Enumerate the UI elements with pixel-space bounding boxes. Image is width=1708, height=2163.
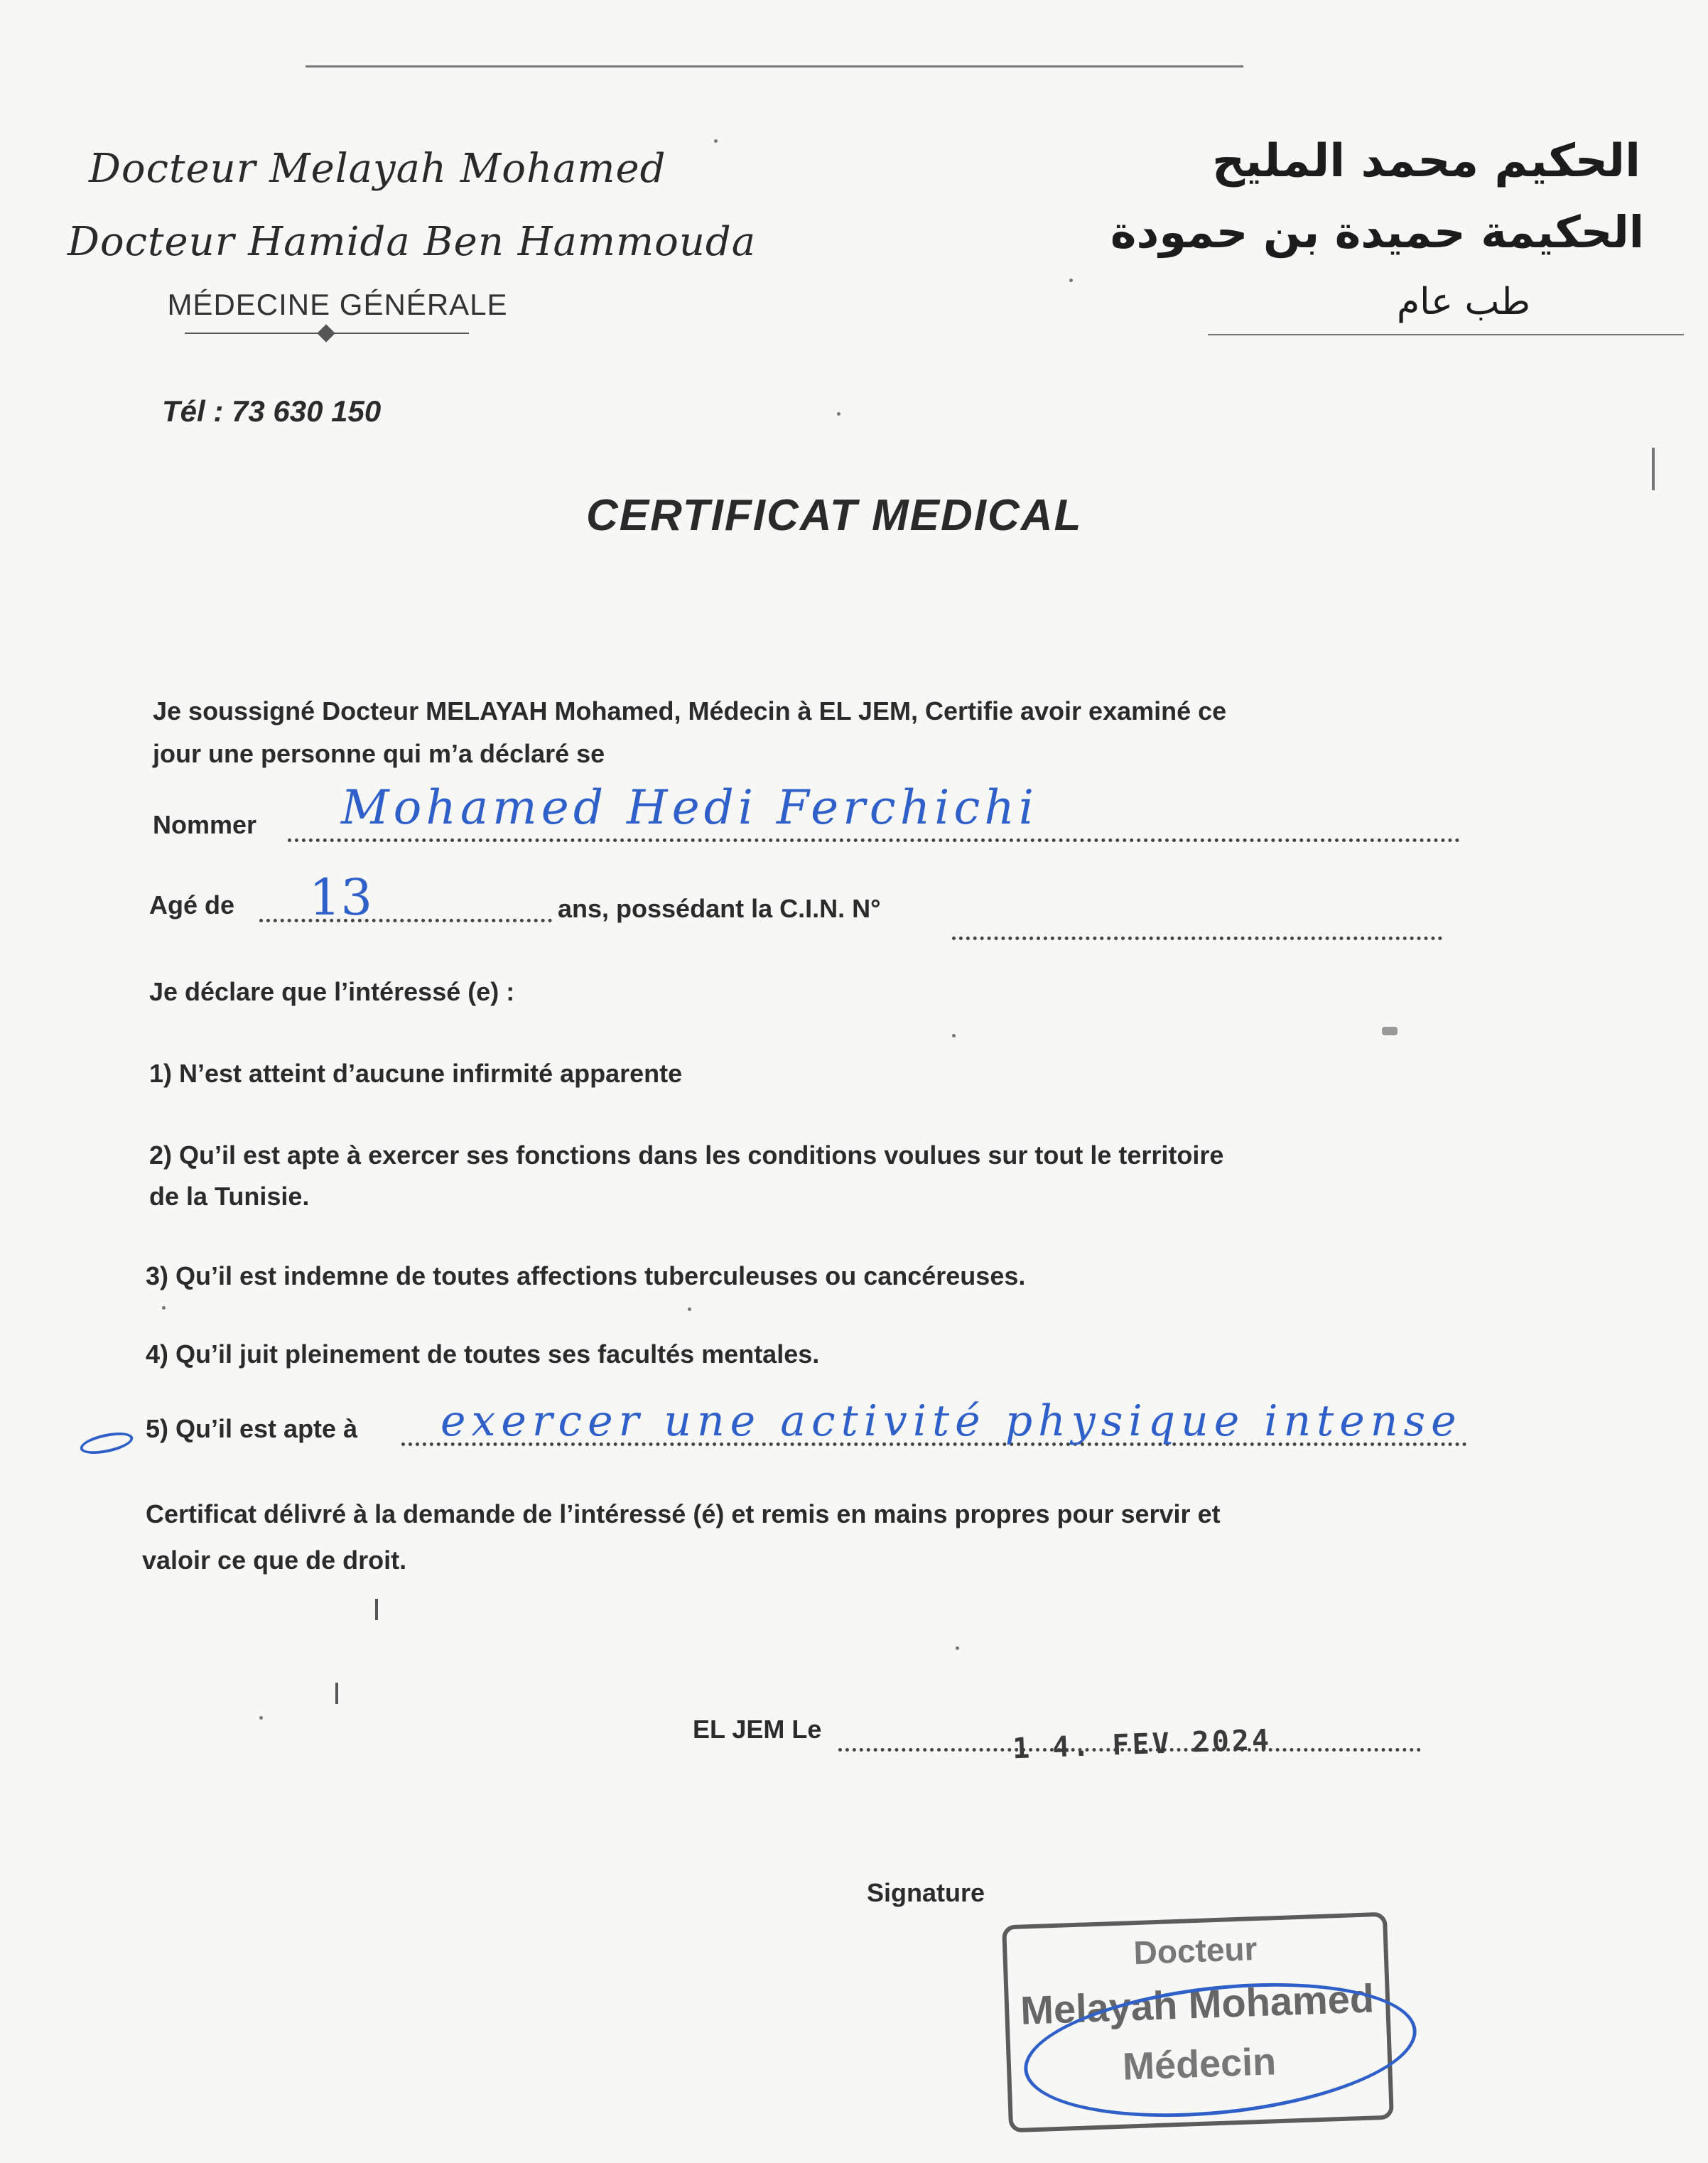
place-date-label: EL JEM Le (693, 1715, 822, 1744)
doctor2-name: Docteur Hamida Ben Hammouda (67, 219, 757, 265)
phone-number: Tél : 73 630 150 (162, 394, 382, 428)
scan-speck (1069, 279, 1073, 282)
stamp-line-1: Docteur (1133, 1930, 1258, 1972)
cin-dotted-line (952, 937, 1442, 940)
scan-speck (259, 1716, 263, 1720)
arabic-doctor1-name: الحكيم محمد المليح (1211, 135, 1641, 188)
stamp-line-2: Melayah Mohamed (1020, 1975, 1375, 2033)
intro-line-2: jour une personne qui m’a déclaré se (153, 739, 605, 768)
closing-line-1: Certificat délivré à la demande de l’intéressé (é) et remis en mains propres pour servir et (146, 1499, 1221, 1528)
stamp-line-3: Médecin (1122, 2040, 1277, 2088)
age-label: Agé de (149, 890, 235, 919)
arabic-header-rule (1208, 334, 1684, 335)
arabic-doctor2-name: الحكيمة حميدة بن حمودة (1110, 206, 1644, 258)
scan-speck (714, 139, 718, 143)
name-handwritten-value: Mohamed Hedi Ferchichi (341, 780, 1038, 835)
scan-speck (688, 1307, 691, 1311)
closing-line-2: valoir ce que de droit. (142, 1546, 407, 1575)
item-5-handwritten-value: exercer une activité physique intense (440, 1396, 1462, 1446)
date-stamp: 1 4. FEV 2024 (1012, 1723, 1272, 1766)
cin-label: ans, possédant la C.I.N. N° (558, 894, 881, 923)
top-rule (306, 65, 1243, 68)
intro-line-1: Je soussigné Docteur MELAYAH Mohamed, Médecin à EL JEM, Certifie avoir examiné ce (153, 696, 1227, 726)
scan-mark (1652, 448, 1655, 490)
item-1: 1) N’est atteint d’aucune infirmité apparente (149, 1059, 683, 1088)
scan-mark (1382, 1027, 1398, 1035)
item-4: 4) Qu’il juit pleinement de toutes ses facultés mentales. (146, 1339, 820, 1369)
item-2-line-2: de la Tunisie. (149, 1182, 310, 1211)
item-5-label: 5) Qu’il est apte à (146, 1414, 358, 1443)
age-handwritten-value: 13 (309, 868, 373, 927)
item-3: 3) Qu’il est indemne de toutes affections tuberculeuses ou cancéreuses. (146, 1261, 1026, 1290)
age-dotted-line (259, 919, 552, 922)
scan-speck (956, 1646, 959, 1650)
declaration-text: Je déclare que l’intéressé (e) : (149, 977, 515, 1006)
scan-mark (375, 1599, 378, 1620)
doctor1-name: Docteur Melayah Mohamed (89, 146, 666, 192)
specialty: MÉDECINE GÉNÉRALE (167, 288, 508, 321)
name-label: Nommer (153, 810, 257, 839)
name-dotted-line (288, 838, 1460, 842)
certificate-title: CERTIFICAT MEDICAL (586, 491, 1083, 540)
handwritten-mark (78, 1428, 135, 1457)
scan-speck (837, 412, 841, 416)
scan-speck (162, 1306, 166, 1310)
scan-mark (335, 1683, 338, 1704)
scan-speck (952, 1034, 956, 1037)
divider-ornament (317, 324, 335, 342)
arabic-specialty: طب عام (1396, 281, 1530, 323)
item-2-line-1: 2) Qu’il est apte à exercer ses fonctions dans les conditions voulues sur tout le territoire (149, 1140, 1224, 1170)
signature-label: Signature (867, 1878, 985, 1907)
